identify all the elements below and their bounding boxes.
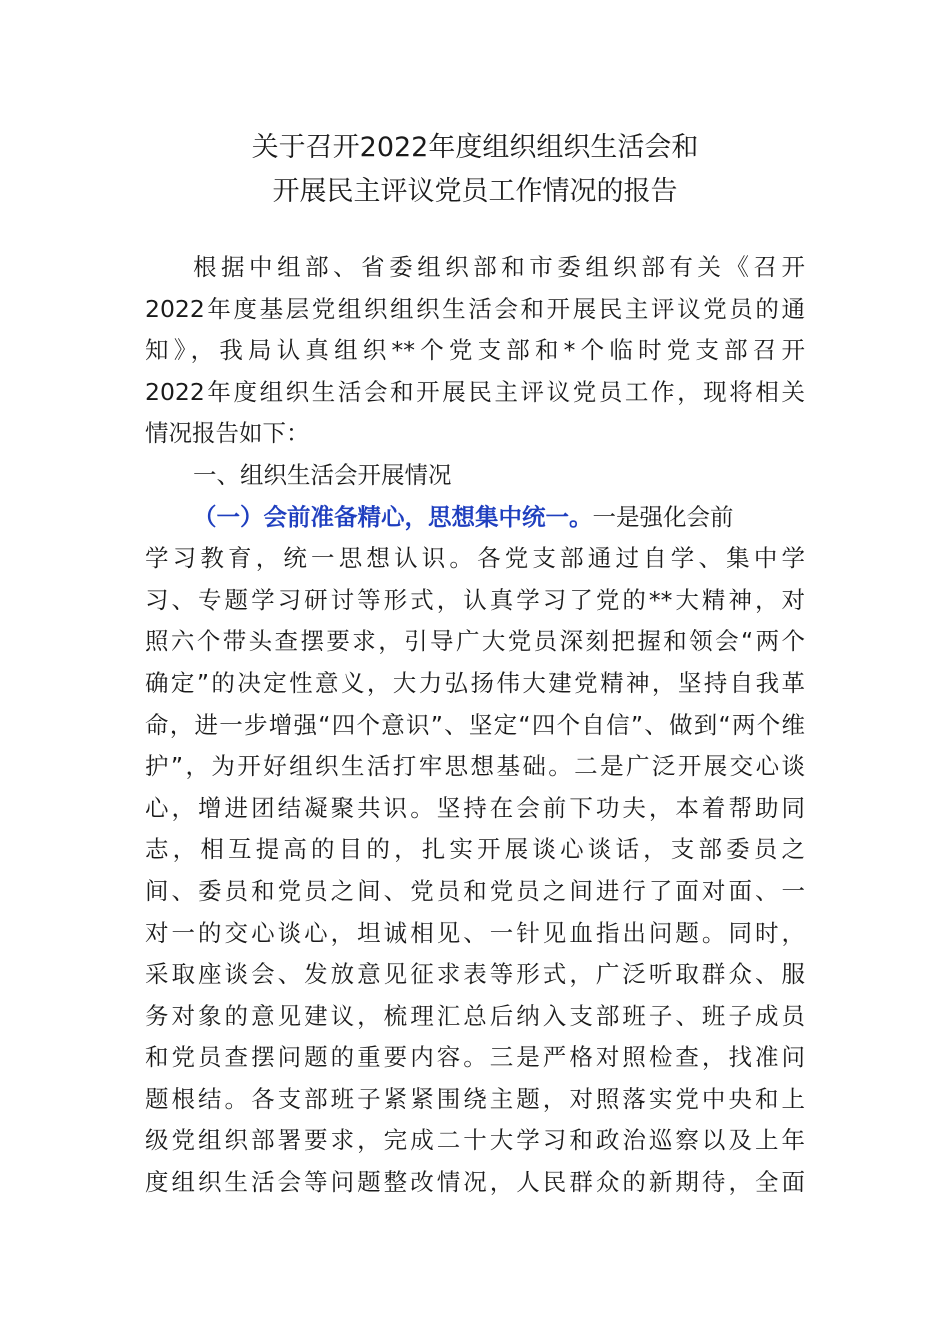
subsection-first-line-text: 一是强化会前 bbox=[592, 502, 734, 531]
intro-line: 2022年度组织生活会和开展民主评议党员工作，现将相关 bbox=[145, 377, 805, 406]
body-line: 度组织生活会等问题整改情况，人民群众的新期待，全面 bbox=[145, 1168, 805, 1197]
body-line: 命，进一步增强“四个意识”、坚定“四个自信”、做到“两个维 bbox=[145, 710, 805, 739]
subsection-heading: （一）会前准备精心，思想集中统一。 bbox=[193, 502, 593, 531]
body-line: 间、委员和党员之间、党员和党员之间进行了面对面、一 bbox=[145, 876, 805, 905]
intro-line: 情况报告如下： bbox=[145, 419, 310, 448]
body-line: 务对象的意见建议，梳理汇总后纳入支部班子、班子成员 bbox=[145, 1001, 805, 1030]
title-line-1: 关于召开2022年度组织组织生活会和 bbox=[251, 132, 699, 163]
body-line: 习、专题学习研讨等形式，认真学习了党的**大精神，对 bbox=[145, 585, 805, 614]
body-line: 照六个带头查摆要求，引导广大党员深刻把握和领会“两个 bbox=[145, 627, 805, 656]
body-line: 学习教育，统一思想认识。各党支部通过自学、集中学 bbox=[145, 544, 805, 573]
body-line: 和党员查摆问题的重要内容。三是严格对照检查，找准问 bbox=[145, 1043, 805, 1072]
title-line-2: 开展民主评议党员工作情况的报告 bbox=[272, 176, 678, 207]
intro-line: 根据中组部、省委组织部和市委组织部有关《召开 bbox=[193, 253, 805, 281]
body-line: 确定”的决定性意义，大力弘扬伟大建党精神，坚持自我革 bbox=[145, 668, 805, 697]
body-line: 采取座谈会、发放意见征求表等形式，广泛听取群众、服 bbox=[145, 960, 805, 989]
body-line: 志，相互提高的目的，扎实开展谈心谈话，支部委员之 bbox=[145, 835, 805, 864]
report-body bbox=[145, 247, 805, 1204]
body-line: 级党组织部署要求，完成二十大学习和政治巡察以及上年 bbox=[145, 1126, 805, 1155]
body-line: 对一的交心谈心，坦诚相见、一针见血指出问题。同时， bbox=[145, 918, 805, 947]
intro-line: 2022年度基层党组织组织生活会和开展民主评议党员的通 bbox=[145, 294, 805, 323]
intro-line: 知》，我局认真组织**个党支部和*个临时党支部召开 bbox=[145, 336, 805, 365]
body-line: 题根结。各支部班子紧紧围绕主题，对照落实党中央和上 bbox=[145, 1084, 805, 1113]
body-line: 护”，为开好组织生活打牢思想基础。二是广泛开展交心谈 bbox=[145, 752, 805, 781]
body-line: 心，增进团结凝聚共识。坚持在会前下功夫，本着帮助同 bbox=[145, 793, 805, 822]
subsection-first-line bbox=[145, 497, 805, 539]
section-heading: 一、组织生活会开展情况 bbox=[193, 460, 452, 489]
